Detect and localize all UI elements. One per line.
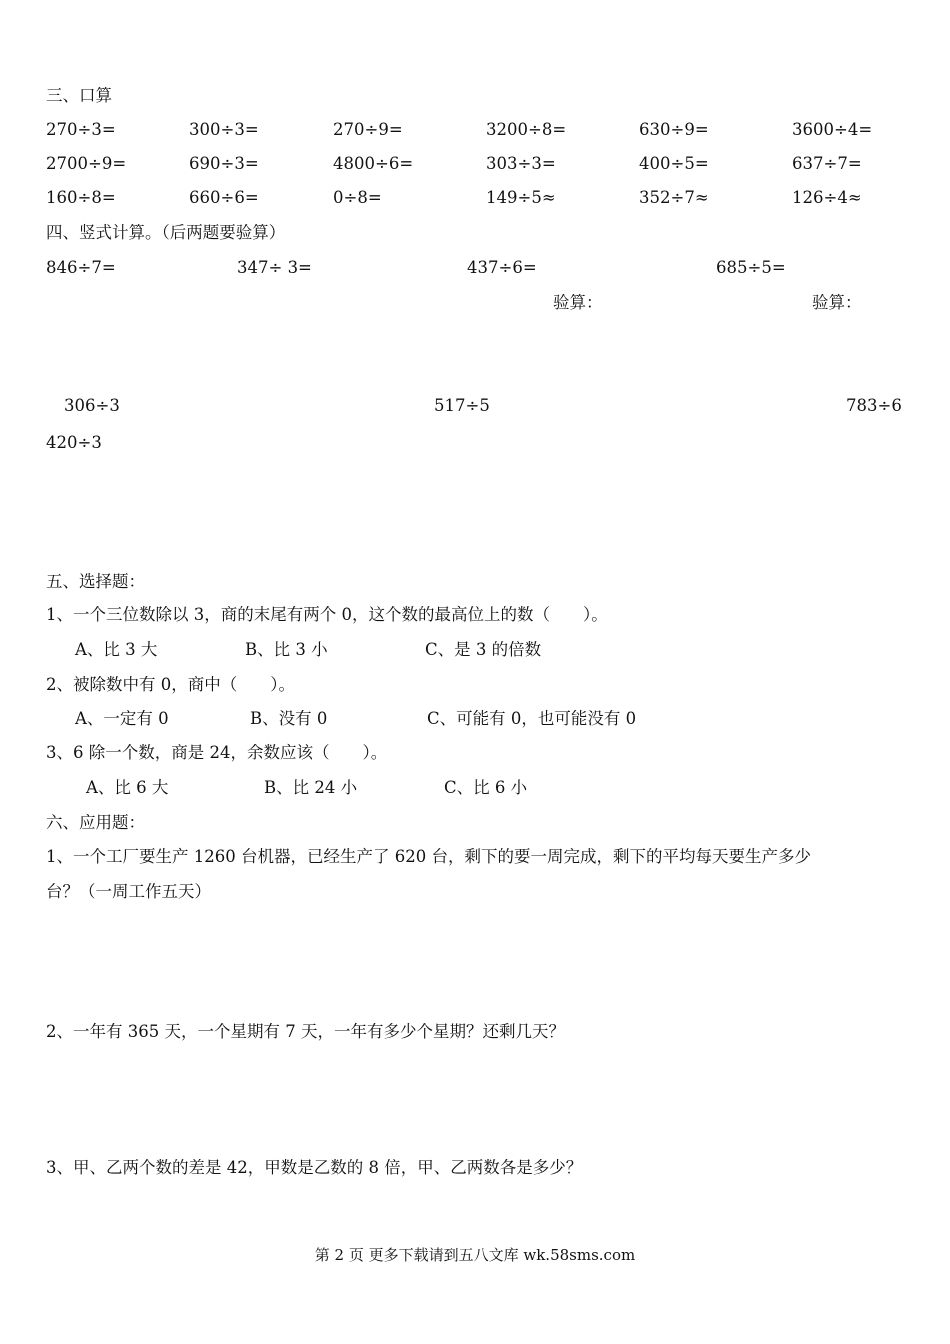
check-label: 验算： [553, 293, 603, 312]
choice-option: C、是 3 的倍数 [425, 640, 542, 659]
choice-question: 2、被除数中有 0，商中（ ）。 [46, 675, 295, 694]
vertical-calc-item: 306÷3 [64, 396, 120, 415]
oral-calc-item: 660÷6= [189, 188, 259, 207]
section6-title: 六、应用题： [46, 813, 145, 832]
oral-calc-item: 2700÷9= [46, 154, 127, 173]
oral-calc-item: 303÷3= [486, 154, 556, 173]
choice-option: A、比 6 大 [86, 778, 169, 797]
section3-title: 三、口算 [46, 86, 112, 105]
oral-calc-item: 690÷3= [189, 154, 259, 173]
oral-calc-item: 160÷8= [46, 188, 116, 207]
choice-option: A、比 3 大 [75, 640, 158, 659]
choice-option: B、比 3 小 [245, 640, 328, 659]
oral-calc-item: 149÷5≈ [486, 188, 556, 207]
oral-calc-item: 4800÷6= [333, 154, 414, 173]
word-problem: 台？（一周工作五天） [46, 882, 211, 901]
word-problem: 3、甲、乙两个数的差是 42，甲数是乙数的 8 倍，甲、乙两数各是多少？ [46, 1158, 583, 1177]
oral-calc-item: 3600÷4= [792, 120, 873, 139]
choice-question: 1、一个三位数除以 3，商的末尾有两个 0，这个数的最高位上的数（ ）。 [46, 605, 608, 624]
choice-question: 3、6 除一个数，商是 24，余数应该（ ）。 [46, 743, 388, 762]
choice-option: C、可能有 0，也可能没有 0 [427, 709, 637, 728]
page-footer: 第 2 页 更多下载请到五八文库 wk.58sms.com [314, 1246, 636, 1264]
oral-calc-item: 270÷9= [333, 120, 403, 139]
choice-option: B、没有 0 [250, 709, 328, 728]
vertical-calc-item: 420÷3 [46, 433, 102, 452]
oral-calc-item: 352÷7≈ [639, 188, 709, 207]
oral-calc-item: 400÷5= [639, 154, 709, 173]
check-label: 验算： [812, 293, 862, 312]
vertical-calc-item: 347÷ 3= [237, 258, 312, 277]
vertical-calc-item: 783÷6 [846, 396, 902, 415]
word-problem: 2、一年有 365 天，一个星期有 7 天，一年有多少个星期？还剩几天？ [46, 1022, 565, 1041]
oral-calc-item: 270÷3= [46, 120, 116, 139]
vertical-calc-item: 846÷7= [46, 258, 116, 277]
vertical-calc-item: 685÷5= [716, 258, 786, 277]
section4-title: 四、竖式计算。（后两题要验算） [46, 223, 286, 242]
oral-calc-item: 0÷8= [333, 188, 382, 207]
word-problem: 1、一个工厂要生产 1260 台机器，已经生产了 620 台，剩下的要一周完成，剩下的平均每天要生产多少 [46, 847, 811, 866]
choice-option: C、比 6 小 [444, 778, 528, 797]
choice-option: A、一定有 0 [75, 709, 169, 728]
vertical-calc-item: 437÷6= [467, 258, 537, 277]
oral-calc-item: 3200÷8= [486, 120, 567, 139]
vertical-calc-item: 517÷5 [434, 396, 490, 415]
oral-calc-item: 630÷9= [639, 120, 709, 139]
section5-title: 五、选择题： [46, 572, 145, 591]
oral-calc-item: 300÷3= [189, 120, 259, 139]
choice-option: B、比 24 小 [264, 778, 358, 797]
oral-calc-item: 637÷7= [792, 154, 862, 173]
oral-calc-item: 126÷4≈ [792, 188, 862, 207]
